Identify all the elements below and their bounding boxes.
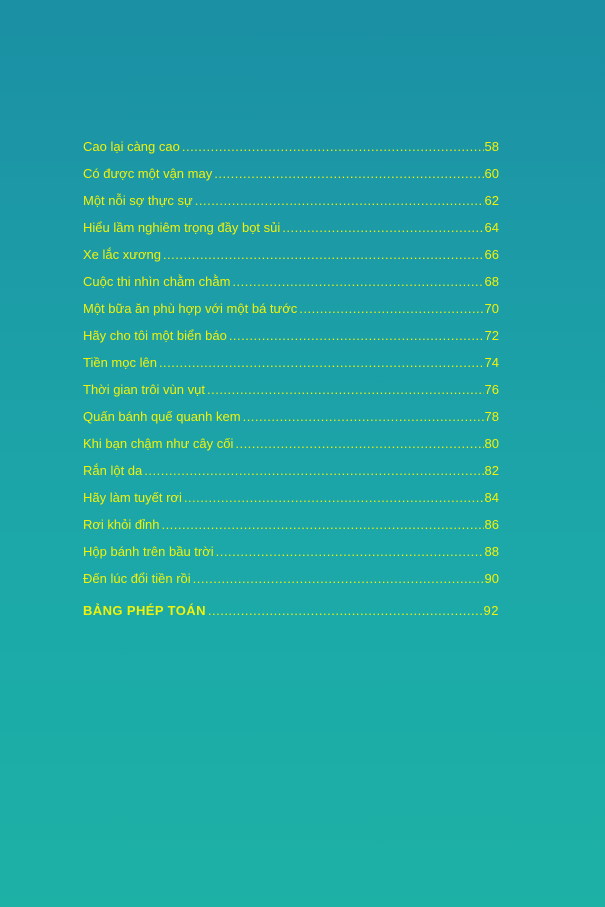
toc-dot-leader bbox=[214, 164, 483, 184]
toc-entry-page: 86 bbox=[484, 517, 499, 532]
toc-entry-title: Hãy cho tôi một biển báo bbox=[83, 328, 227, 343]
toc-entry-title: Hãy làm tuyết rơi bbox=[83, 490, 182, 505]
toc-entry[interactable] bbox=[83, 488, 499, 515]
toc-dot-leader bbox=[207, 380, 484, 400]
toc-entry[interactable] bbox=[83, 191, 499, 218]
toc-dot-leader bbox=[144, 461, 483, 481]
toc-entry-page: 78 bbox=[484, 409, 499, 424]
toc-entry-page: 90 bbox=[484, 571, 499, 586]
toc-entry-title: Hiểu lầm nghiêm trọng đầy bọt sủi bbox=[83, 220, 281, 235]
toc-entry-title: Một bữa ăn phù hợp với một bá tước bbox=[83, 301, 298, 316]
toc-entry[interactable] bbox=[83, 407, 499, 434]
toc-entry-title: Cao lại càng cao bbox=[83, 139, 180, 154]
toc-entry-page: 58 bbox=[484, 139, 499, 154]
toc-entry-page: 66 bbox=[484, 247, 499, 262]
toc-dot-leader bbox=[282, 218, 483, 238]
toc-dot-leader bbox=[159, 353, 484, 373]
toc-entry-title: Tiền mọc lên bbox=[83, 355, 157, 370]
toc-entry-title: Quấn bánh quế quanh kem bbox=[83, 409, 241, 424]
toc-entry-title: Xe lắc xương bbox=[83, 247, 161, 262]
toc-entry-title: Rơi khỏi đỉnh bbox=[83, 517, 160, 532]
toc-entry-page: 76 bbox=[484, 382, 499, 397]
toc-dot-leader bbox=[299, 299, 483, 319]
toc-entry-page: 92 bbox=[483, 603, 499, 618]
toc-entry-title: Khi bạn chậm như cây cối bbox=[83, 436, 234, 451]
toc-entry-title: Thời gian trôi vùn vụt bbox=[83, 382, 205, 397]
toc-dot-leader bbox=[184, 488, 484, 508]
toc-entry[interactable] bbox=[83, 164, 499, 191]
toc-entry[interactable] bbox=[83, 434, 499, 461]
toc-entry[interactable] bbox=[83, 218, 499, 245]
toc-dot-leader bbox=[235, 434, 483, 454]
toc-entry-page: 64 bbox=[484, 220, 499, 235]
toc-entry[interactable] bbox=[83, 299, 499, 326]
toc-entry-page: 62 bbox=[484, 193, 499, 208]
toc-entry-page: 74 bbox=[484, 355, 499, 370]
toc-entry[interactable] bbox=[83, 515, 499, 542]
toc-entry-page: 60 bbox=[484, 166, 499, 181]
toc-entry-page: 70 bbox=[484, 301, 499, 316]
toc-entry[interactable] bbox=[83, 137, 499, 164]
toc-dot-leader bbox=[229, 326, 484, 346]
toc-entry[interactable] bbox=[83, 353, 499, 380]
toc-entry[interactable] bbox=[83, 569, 499, 596]
toc-entry-page: 82 bbox=[484, 463, 499, 478]
toc-entry-title: Hộp bánh trên bầu trời bbox=[83, 544, 214, 559]
toc-dot-leader bbox=[208, 601, 483, 621]
toc-entry-page: 88 bbox=[484, 544, 499, 559]
toc-dot-leader bbox=[193, 569, 484, 589]
toc-entry-page: 84 bbox=[484, 490, 499, 505]
table-of-contents bbox=[83, 137, 499, 628]
toc-entry[interactable] bbox=[83, 380, 499, 407]
toc-entry-title: Có được một vận may bbox=[83, 166, 213, 181]
toc-entry-title: BẢNG PHÉP TOÁN bbox=[83, 603, 206, 618]
toc-dot-leader bbox=[195, 191, 484, 211]
toc-dot-leader bbox=[161, 515, 483, 535]
toc-entry-page: 80 bbox=[484, 436, 499, 451]
toc-entry-appendix[interactable] bbox=[83, 601, 499, 628]
toc-entry[interactable] bbox=[83, 542, 499, 569]
toc-dot-leader bbox=[163, 245, 484, 265]
toc-dot-leader bbox=[243, 407, 484, 427]
toc-entry-title: Một nỗi sợ thực sự bbox=[83, 193, 193, 208]
toc-entry[interactable] bbox=[83, 272, 499, 299]
toc-dot-leader bbox=[182, 137, 484, 157]
toc-dot-leader bbox=[232, 272, 483, 292]
toc-entry-title: Rắn lột da bbox=[83, 463, 143, 478]
toc-entry[interactable] bbox=[83, 326, 499, 353]
toc-entry-page: 72 bbox=[484, 328, 499, 343]
toc-entry[interactable] bbox=[83, 245, 499, 272]
toc-entry-page: 68 bbox=[484, 274, 499, 289]
toc-entry[interactable] bbox=[83, 461, 499, 488]
toc-entry-title: Cuộc thi nhìn chằm chằm bbox=[83, 274, 231, 289]
toc-entry-title: Đến lúc đổi tiền rồi bbox=[83, 571, 191, 586]
toc-dot-leader bbox=[216, 542, 484, 562]
